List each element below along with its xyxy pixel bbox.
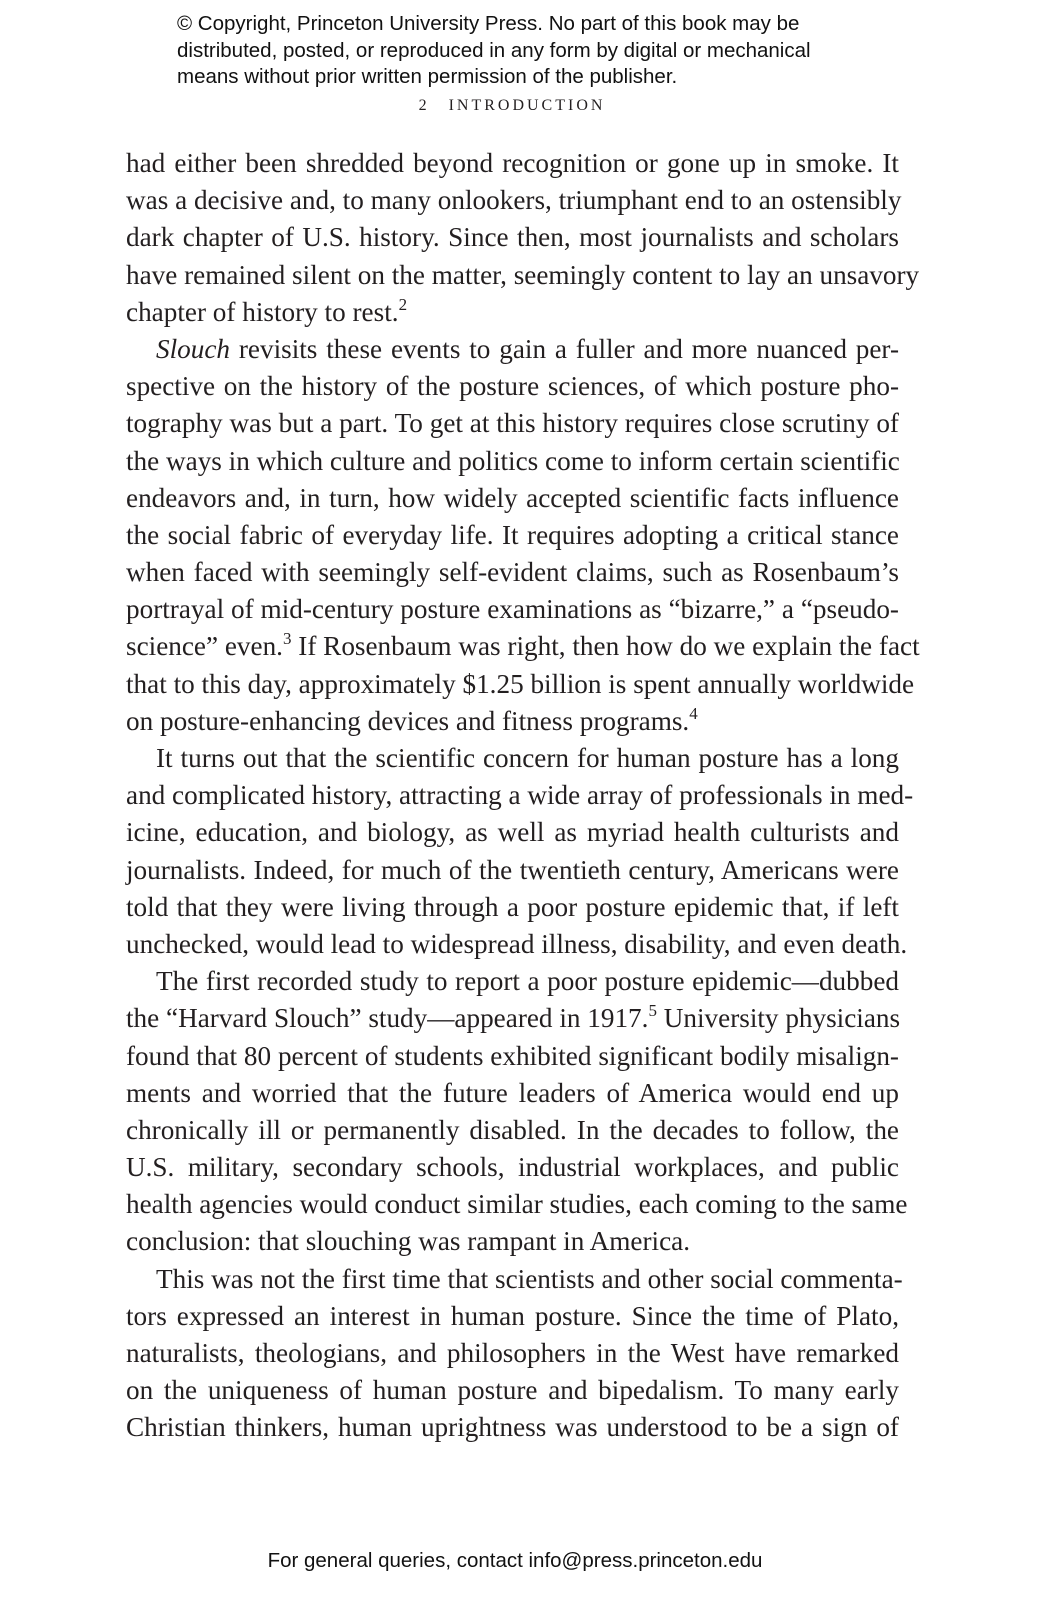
copyright-line: means without prior written permission of the publisher. xyxy=(177,65,678,88)
footnote-marker[interactable]: 5 xyxy=(648,1001,657,1021)
text-line: the social fabric of everyday life. It requires adopting a critical stance xyxy=(126,519,899,550)
text-line: was a decisive and, to many onlookers, triumphant end to an ostensibly xyxy=(126,185,902,216)
text-line: when faced with seemingly self-evident claims, such as Rosenbaum’s xyxy=(126,557,899,588)
text-line: This was not the first time that scientists and other social commenta- xyxy=(156,1263,903,1294)
body-text xyxy=(126,145,920,1447)
footnote-marker[interactable]: 3 xyxy=(282,629,292,649)
text-line: chronically ill or permanently disabled. In the decades to follow, the xyxy=(126,1114,899,1145)
text-line: have remained silent on the matter, seemingly content to lay an unsavory xyxy=(126,259,920,290)
text-line: tors expressed an interest in human posture. Since the time of Plato, xyxy=(126,1300,899,1331)
running-head xyxy=(0,97,1024,115)
text-line: dark chapter of U.S. history. Since then, most journalists and scholars xyxy=(126,222,899,253)
text-line: naturalists, theologians, and philosophers in the West have remarked xyxy=(126,1338,899,1368)
paragraph xyxy=(126,145,920,331)
footer-contact: For general queries, contact info@press.princeton.edu xyxy=(267,1549,763,1572)
text-line: It turns out that the scientific concern for human posture has a long xyxy=(156,743,899,773)
text-line: the “Harvard Slouch” study—appeared in 1917.$^5$ University physicians xyxy=(126,1001,901,1034)
footnote-marker[interactable]: 4 xyxy=(689,703,698,723)
paragraph xyxy=(126,1261,903,1447)
copyright-notice xyxy=(177,11,877,91)
text-line: chapter of history to rest.$^2$ xyxy=(126,294,408,327)
book-title: Slouch xyxy=(156,333,230,364)
text-line: Christian thinkers, human uprightness was understood to be a sign of xyxy=(126,1412,899,1443)
text-line: and complicated history, attracting a wide array of professionals in med- xyxy=(126,780,914,811)
text-line: Slouch revisits these events to gain a fuller and more nuanced per- xyxy=(156,333,899,364)
text-line: the ways in which culture and politics come to inform certain scientific xyxy=(126,445,900,476)
page-number: 2 xyxy=(418,97,427,114)
text-line: icine, education, and biology, as well as myriad health culturists and xyxy=(126,817,899,848)
text-line: unchecked, would lead to widespread illness, disability, and even death. xyxy=(126,928,908,959)
text-line: The first recorded study to report a poor posture epidemic—dubbed xyxy=(156,966,899,997)
text-line: that to this day, approximately $1.25 billion is spent annually worldwide xyxy=(126,668,915,699)
footnote-marker[interactable]: 2 xyxy=(398,294,408,314)
text-line: had either been shredded beyond recognition or gone up in smoke. It xyxy=(126,148,899,178)
text-line: endeavors and, in turn, how widely accepted scientific facts influence xyxy=(126,482,899,513)
text-line: science” even.$^3$ If Rosenbaum was right, then how do we explain the fact xyxy=(126,629,920,662)
text-line: told that they were living through a poor posture epidemic that, if left xyxy=(126,891,899,922)
text-line: found that 80 percent of students exhibited significant bodily misalign- xyxy=(126,1040,899,1071)
text-line: portrayal of mid-century posture examinations as “bizarre,” a “pseudo- xyxy=(126,594,899,625)
text-line: spective on the history of the posture sciences, of which posture pho- xyxy=(126,371,899,402)
copyright-line: © Copyright, Princeton University Press. No part of this book may be xyxy=(177,12,800,35)
text-line: U.S. military, secondary schools, industrial workplaces, and public xyxy=(126,1152,899,1183)
text-line: on posture-enhancing devices and fitness programs.$^4$ xyxy=(126,703,698,736)
text-line: on the uniqueness of human posture and bipedalism. To many early xyxy=(126,1375,899,1406)
text-line: journalists. Indeed, for much of the twentieth century, Americans were xyxy=(126,854,899,885)
text-line: tography was but a part. To get at this history requires close scrutiny of xyxy=(126,408,899,439)
paragraph xyxy=(126,963,908,1261)
section-title: INTRODUCTION xyxy=(448,97,606,114)
copyright-line: distributed, posted, or reproduced in any form by digital or mechanical xyxy=(177,38,811,62)
text-line: ments and worried that the future leaders of America would end up xyxy=(126,1077,899,1108)
paragraph xyxy=(126,331,920,740)
paragraph xyxy=(126,740,914,963)
text-line: health agencies would conduct similar studies, each coming to the same xyxy=(126,1189,908,1220)
text-line: conclusion: that slouching was rampant in America. xyxy=(126,1226,691,1257)
